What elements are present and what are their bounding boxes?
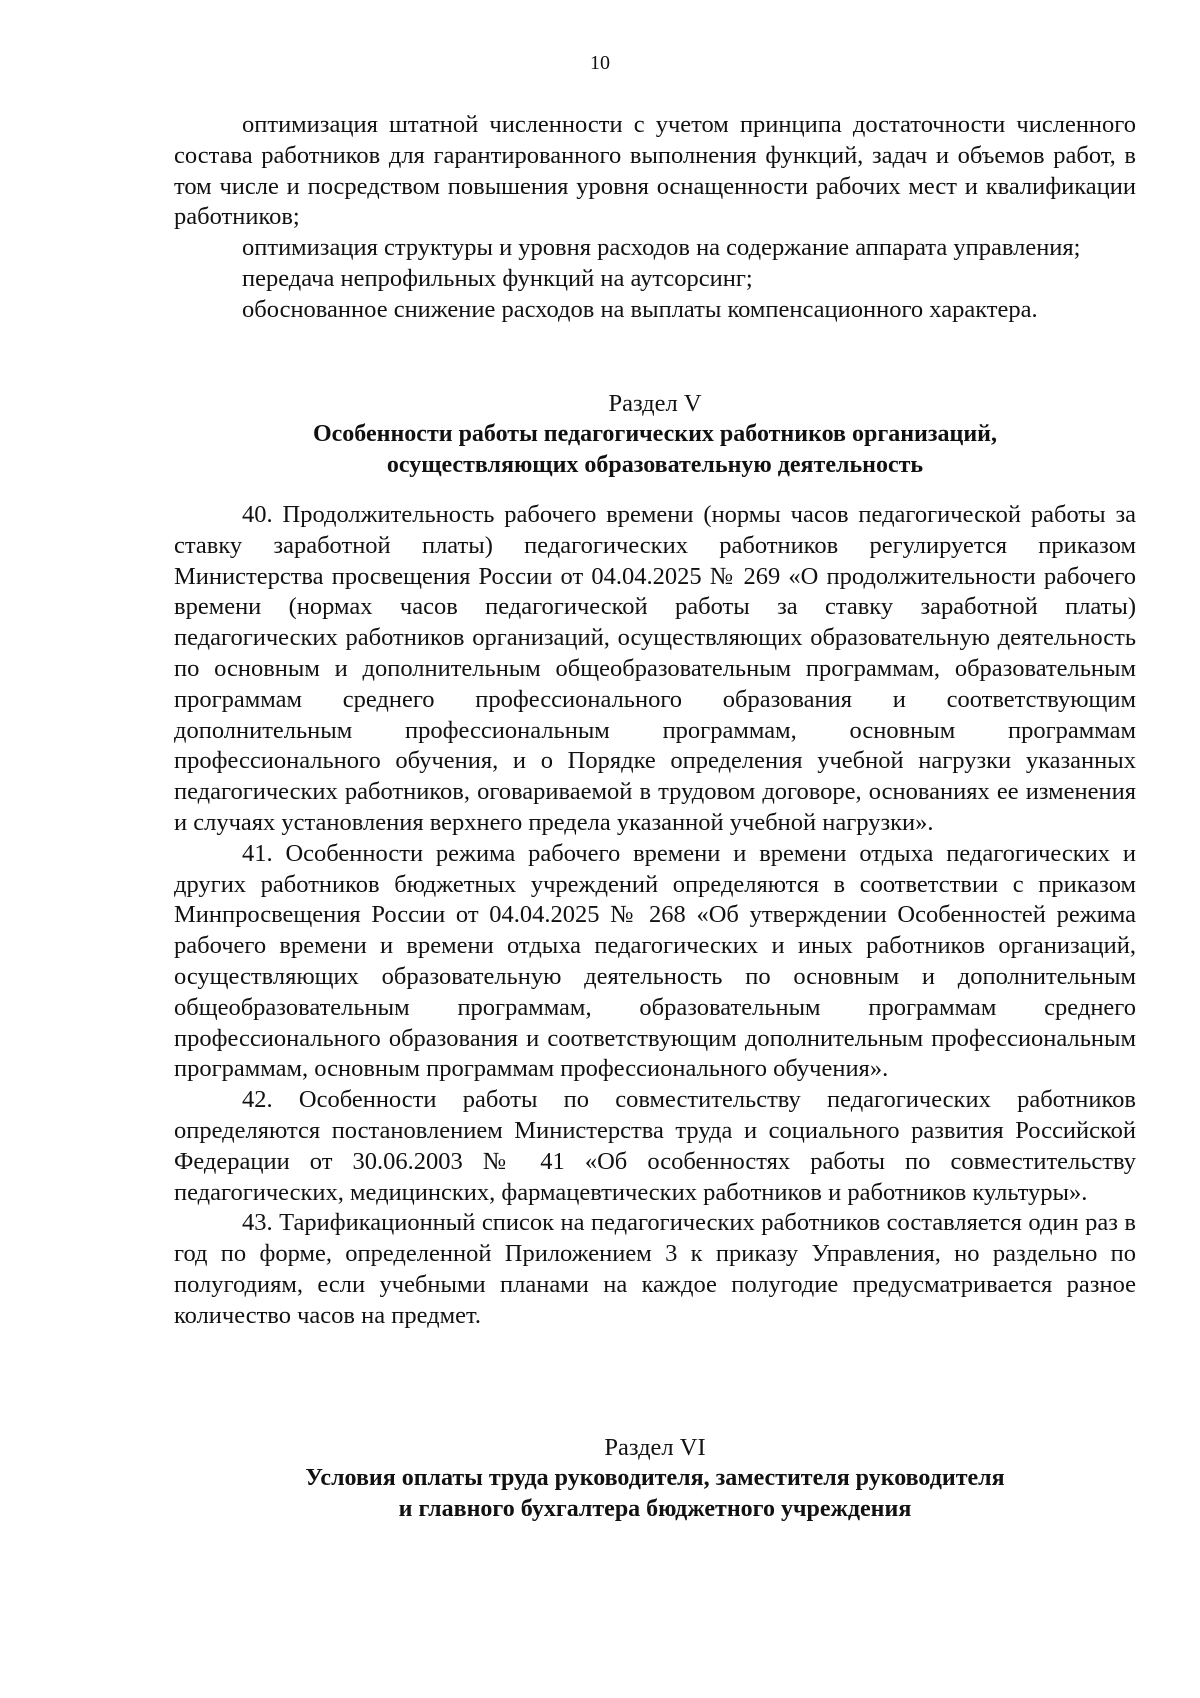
section-title: осуществляющих образовательную деятельность	[386, 452, 924, 478]
intro-item: оптимизация штатной численности с учетом принципа достаточности численного состава работников для гарантированного выполнения функций, задач и объемов работ, в том числе и посредством повышения уровня оснащенности рабочих мест и квалификации работников;	[174, 111, 1136, 231]
section-title: Условия оплаты труда руководителя, заместителя руководителя	[305, 1465, 1005, 1491]
paragraph-40: 40. Продолжительность рабочего времени (нормы часов педагогической работы за ставку заработной платы) педагогических работников регулируется приказом Министерства просвещения России от 04.04.2025 № 269 «О продолжительности рабочего времени (нормах часов педагогической работы за ставку заработной платы) педагогических работников организаций, осуществляющих образовательную деятельность по основным и дополнительным общеобразовательным программам, образовательным программам среднего профессионального образования и соответствующим дополнительным профессиональным программам, основным программам профессионального обучения, и о Порядке определения учебной нагрузки указанных педагогических работников, оговариваемой в трудовом договоре, основаниях ее изменения и случаях установления верхнего предела указанной учебной нагрузки».	[174, 501, 1136, 836]
paragraph-43: 43. Тарификационный список на педагогических работников составляется один раз в год по форме, определенной Приложением 3 к приказу Управления, но раздельно по полугодиям, если учебными планами на каждое полугодие предусматривается разное количество часов на предмет.	[174, 1209, 1136, 1329]
section-5-body	[174, 500, 1136, 1332]
intro-item: обоснованное снижение расходов на выплаты компенсационного характера.	[242, 295, 1038, 323]
section-title: Особенности работы педагогических работников организаций,	[312, 421, 997, 447]
page-number: 10	[590, 52, 610, 74]
paragraph-42: 42. Особенности работы по совместительству педагогических работников определяются постановлением Министерства труда и социального развития Российской Федерации от 30.06.2003 № 41 «Об особенностях работы по совместительству педагогических, медицинских, фармацевтических работников и работников культуры».	[174, 1086, 1136, 1206]
paragraph-41: 41. Особенности режима рабочего времени и времени отдыха педагогических и других работников бюджетных учреждений определяются в соответствии с приказом Минпросвещения России от 04.04.2025 № 268 «Об утверждении Особенностей режима рабочего времени и времени отдыха педагогических и иных работников организаций, осуществляющих образовательную деятельность по основным и дополнительным общеобразовательным программам, образовательным программам среднего профессионального образования и соответствующим дополнительным профессиональным программам, основным программам профессионального обучения».	[174, 839, 1136, 1083]
section-label: Раздел VI	[604, 1434, 706, 1461]
section-label: Раздел V	[608, 390, 702, 417]
intro-item: оптимизация структуры и уровня расходов на содержание аппарата управления;	[242, 234, 1081, 262]
section-title: и главного бухгалтера бюджетного учреждения	[398, 1496, 912, 1522]
intro-list	[174, 110, 1136, 326]
section-6-heading	[174, 1432, 1136, 1525]
section-5-heading	[174, 388, 1136, 481]
intro-item: передача непрофильных функций на аутсорсинг;	[242, 264, 753, 292]
